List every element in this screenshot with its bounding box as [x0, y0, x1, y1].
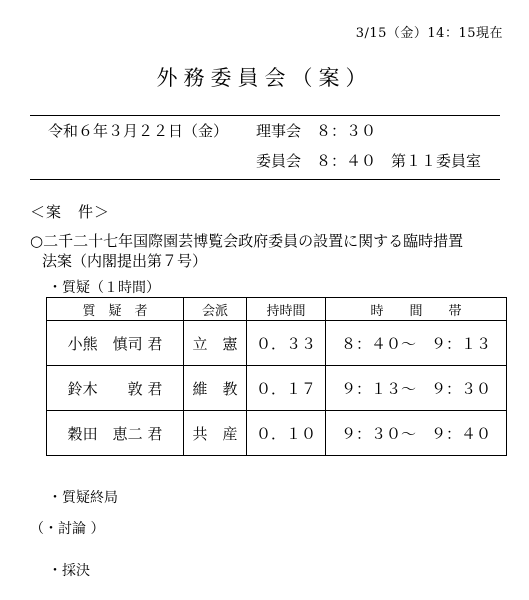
allotted-time: ０．３３: [247, 321, 326, 366]
bill-title-line2: 法案（内閣提出第７号）: [42, 252, 208, 270]
page-title: 外務委員会（案）: [156, 66, 373, 90]
table-row: [47, 321, 507, 366]
header-time-slot: 時 間 帯: [326, 298, 507, 321]
vote-item: ・採決: [48, 563, 90, 579]
meeting-date: 令和６年３月２２日（金）: [48, 122, 229, 140]
table-row: [47, 411, 507, 456]
qa-table: [46, 297, 507, 456]
timestamp: 3/15（金）14：15現在: [355, 26, 503, 41]
table-header-row: [47, 298, 507, 321]
allotted-time: ０．１０: [247, 411, 326, 456]
qa-label: ・質疑（１時間）: [48, 280, 160, 296]
divider-top: [30, 115, 500, 116]
agenda-heading: ＜案 件＞: [30, 203, 111, 221]
debate-item: （・討論 ）: [30, 521, 105, 537]
questioner-name: 小熊 慎司 君: [47, 321, 184, 366]
allotted-time: ０．１７: [247, 366, 326, 411]
divider-bottom: [30, 179, 500, 180]
time-slot: ９：３０～ ９：４０: [326, 411, 507, 456]
party-name: 立 憲: [184, 321, 247, 366]
time-slot: ８：４０～ ９：１３: [326, 321, 507, 366]
questioner-name: 鈴木 敦 君: [47, 366, 184, 411]
party-name: 共 産: [184, 411, 247, 456]
header-party: 会派: [184, 298, 247, 321]
questioner-name: 穀田 恵二 君: [47, 411, 184, 456]
party-name: 維 教: [184, 366, 247, 411]
qa-end-item: ・質疑終局: [48, 490, 118, 506]
header-allotted-time: 持時間: [247, 298, 326, 321]
bill-title-line1: ○二千二十七年国際園芸博覧会政府委員の設置に関する臨時措置: [30, 232, 464, 250]
committee-meeting-time: 委員会 ８：４０ 第１１委員室: [256, 152, 482, 170]
header-questioner: 質 疑 者: [47, 298, 184, 321]
table-row: [47, 366, 507, 411]
board-meeting-time: 理事会 ８：３０: [256, 122, 377, 140]
time-slot: ９：１３～ ９：３０: [326, 366, 507, 411]
